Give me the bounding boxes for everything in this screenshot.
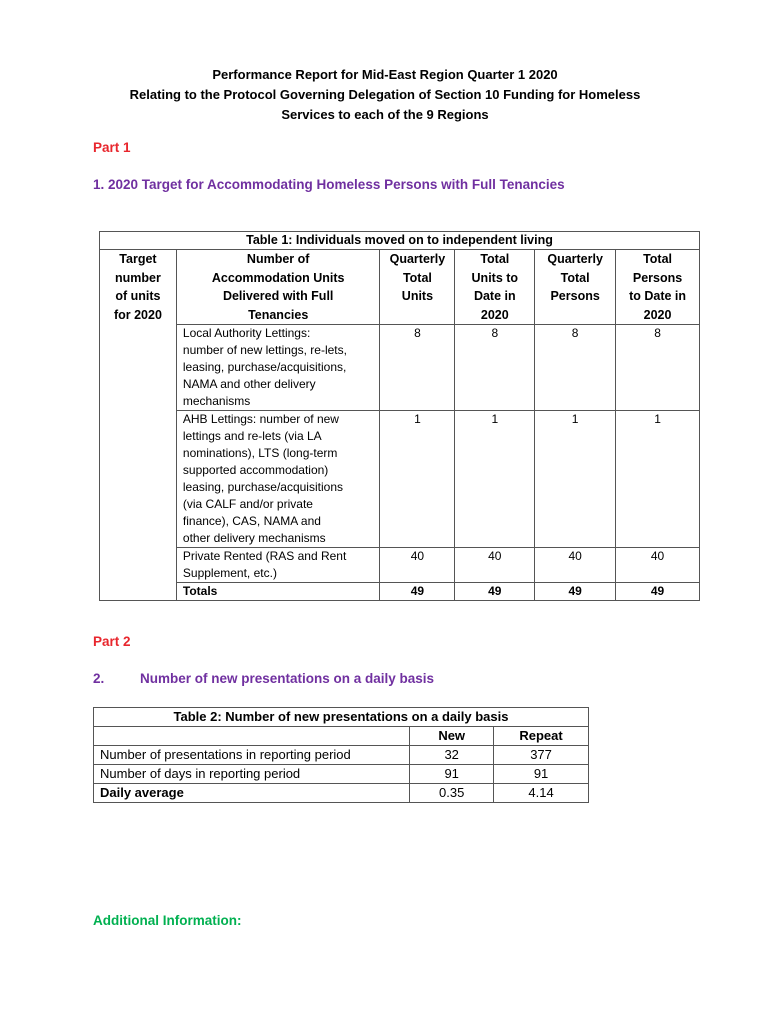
total-persons-to-date: 49 bbox=[616, 583, 700, 601]
header-quarterly-total-persons: Quarterly Total Persons bbox=[535, 250, 616, 325]
header-total-persons-to-date: Total Persons to Date in 2020 bbox=[616, 250, 700, 325]
cell-repeat: 4.14 bbox=[494, 784, 589, 803]
row-local-authority-lettings: Local Authority Lettings: number of new lettings, re-lets, leasing, purchase/acquisitions, NAMA and other delivery mechanisms bbox=[176, 325, 380, 411]
report-title bbox=[0, 65, 770, 125]
row-label: Number of days in reporting period bbox=[94, 765, 410, 784]
table-1-caption: Table 1: Individuals moved on to independent living bbox=[100, 232, 700, 250]
header-target-units: Target number of units for 2020 bbox=[100, 250, 177, 601]
header-new: New bbox=[410, 727, 494, 746]
totals-row bbox=[100, 583, 700, 601]
cell-total-units: 1 bbox=[455, 411, 535, 548]
row-ahb-lettings: AHB Lettings: number of new lettings and re-lets (via LA nominations), LTS (long-term supported accommodation) leasing, purchase/acquisitions (via CALF and/or private finance), CAS, NAMA and other delivery mechanisms bbox=[176, 411, 380, 548]
table-row bbox=[100, 548, 700, 583]
cell-total-units: 40 bbox=[455, 548, 535, 583]
cell-new: 91 bbox=[410, 765, 494, 784]
part-2-label: Part 2 bbox=[93, 634, 131, 649]
total-units-to-date: 49 bbox=[455, 583, 535, 601]
cell-total-persons: 8 bbox=[616, 325, 700, 411]
cell-quarterly-units: 1 bbox=[380, 411, 455, 548]
totals-label: Totals bbox=[176, 583, 380, 601]
table-row bbox=[94, 746, 589, 765]
cell-quarterly-units: 8 bbox=[380, 325, 455, 411]
section-1-heading: 1. 2020 Target for Accommodating Homeless Persons with Full Tenancies bbox=[93, 177, 565, 192]
title-line-1: Performance Report for Mid-East Region Quarter 1 2020 bbox=[212, 67, 558, 82]
additional-information-heading: Additional Information: bbox=[93, 913, 242, 928]
table-row bbox=[100, 411, 700, 548]
row-label: Number of presentations in reporting period bbox=[94, 746, 410, 765]
table-2-caption: Table 2: Number of new presentations on a daily basis bbox=[94, 708, 589, 727]
row-private-rented: Private Rented (RAS and Rent Supplement, etc.) bbox=[176, 548, 380, 583]
table-row bbox=[94, 784, 589, 803]
row-label: Daily average bbox=[94, 784, 410, 803]
title-line-2: Relating to the Protocol Governing Delegation of Section 10 Funding for Homeless bbox=[129, 87, 641, 102]
section-2-number: 2. bbox=[93, 671, 105, 686]
table-row bbox=[100, 325, 700, 411]
table-2 bbox=[93, 707, 589, 803]
section-2-heading: Number of new presentations on a daily basis bbox=[140, 671, 435, 686]
cell-quarterly-persons: 8 bbox=[535, 325, 616, 411]
title-line-3: Services to each of the 9 Regions bbox=[281, 107, 489, 122]
header-units-delivered: Number of Accommodation Units Delivered with Full Tenancies bbox=[176, 250, 380, 325]
cell-repeat: 91 bbox=[494, 765, 589, 784]
cell-repeat: 377 bbox=[494, 746, 589, 765]
part-1-label: Part 1 bbox=[93, 140, 131, 155]
cell-total-persons: 40 bbox=[616, 548, 700, 583]
cell-quarterly-persons: 40 bbox=[535, 548, 616, 583]
header-quarterly-total-units: Quarterly Total Units bbox=[380, 250, 455, 325]
header-repeat: Repeat bbox=[494, 727, 589, 746]
empty-header-cell bbox=[94, 727, 410, 746]
cell-new: 32 bbox=[410, 746, 494, 765]
cell-quarterly-units: 40 bbox=[380, 548, 455, 583]
table-row bbox=[94, 765, 589, 784]
header-total-units-to-date: Total Units to Date in 2020 bbox=[455, 250, 535, 325]
total-quarterly-persons: 49 bbox=[535, 583, 616, 601]
cell-total-persons: 1 bbox=[616, 411, 700, 548]
cell-new: 0.35 bbox=[410, 784, 494, 803]
cell-total-units: 8 bbox=[455, 325, 535, 411]
table-1 bbox=[99, 231, 700, 601]
cell-quarterly-persons: 1 bbox=[535, 411, 616, 548]
total-quarterly-units: 49 bbox=[380, 583, 455, 601]
